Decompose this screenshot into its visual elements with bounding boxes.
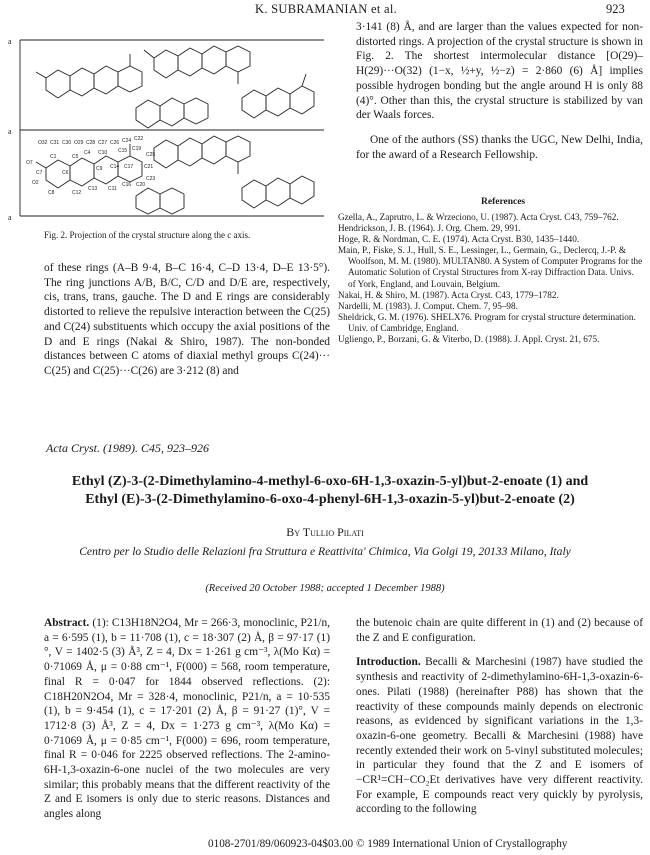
- atom-label: C10: [98, 150, 108, 156]
- atom-label: C30: [62, 140, 72, 146]
- molecule-lower-mid: [136, 188, 184, 214]
- molecule-upper-left: [36, 54, 142, 98]
- molecule-lower-center: [154, 136, 250, 174]
- author-affiliation: Centro per lo Studio delle Relazioni fra Struttura e Reattivita' Chimica, Via Golgi 19, 20133 Milano, Italy: [79, 545, 571, 558]
- introduction-text: Becalli & Marchesini (1987) have studied the synthesis and reactivity of 2-dimethylamino-6H-1,3-oxazin-6-ones. Pilati (1988) (hereinafter P88) has shown that the reactivity of these compounds mainly depends on electronic reasons, as evidenced by significant variations in the 1,3-oxazin-6-one geometry. Becalli & Marchesini (1988) have recently extended their work on 5-vinyl substituted molecules; in particular they found that the Z and E isomers of −CR¹=CH−CO₂Et derivatives have very different reactivity. For example, E compounds react very quickly by pyrolysis, according to the following: [356, 656, 643, 816]
- atom-label: C15: [118, 148, 128, 154]
- body-paragraph: of these rings (A–B 9·4, B–C 16·4, C–D 13·4, D–E 13·5°). The ring junctions A/B, B/C, C/D and D/E are, respectively, cis, trans, trans, gauche. The D and E rings are considerably distorted to relieve the repulsive interaction between the C(25) and C(24) substituents which occupy the axial positions of the D and E rings (Nakai & Shiro, 1987). The non-bonded distances between C atoms of diaxial methyl groups C(24)··· C(25) and C(25)···C(26) are 3·212 (8) and: [44, 262, 330, 377]
- atom-label: C4: [84, 150, 91, 156]
- reference-item: Nakai, H. & Shiro, M. (1987). Acta Cryst. C43, 1779–1782.: [338, 289, 559, 300]
- abstract-text: (1): C13H18N2O4, Mr = 266·3, monoclinic, P21/n, a = 6·595 (1), b = 11·708 (1), c = 18·307 (2) Å, β = 97·17 (1)°, V = 1402·5 (3) Å³, Z = 4, Dx = 1·261 g cm⁻³, λ(Mo Kα) = 0·71069 Å, μ = 0·88 cm⁻¹, F(000) = 568, room temperature, final R = 0·047 for 1844 observed reflections. (2): C18H20N2O4, Mr = 328·4, monoclinic, P21/n, a = 10·535 (1), b = 9·454 (1), c = 17·201 (2) Å, β = 91·27 (1)°, V = 1712·8 (3) Å³, Z = 4, Dx = 1·273 g cm⁻³, λ(Mo Kα) = 0·71069 Å, μ = 0·85 cm⁻¹, F(000) = 696, room temperature, final R = 0·046 for 2225 observed reflections. The 2-amino-6H-1,3-oxazin-6-one nuclei of the two molecules are very similar; this probably means that the different reactivity of the Z and E isomers is only due to steric reasons. Distances and angles along: [44, 617, 330, 821]
- article-title: [30, 473, 630, 508]
- atom-label: C7: [36, 170, 43, 176]
- atom-label: C14: [110, 164, 120, 170]
- atom-label: C31: [50, 140, 60, 146]
- atom-label: C8: [48, 190, 55, 196]
- crystal-structure-figure: [6, 18, 328, 226]
- atom-label: C17: [124, 164, 134, 170]
- reference-item: Sheldrick, G. M. (1976). SHELX76. Program for crystal structure determination. Univ. of Cambridge, England.: [338, 311, 636, 333]
- atom-label: O7: [26, 160, 33, 166]
- atom-label: O32: [38, 140, 48, 146]
- introduction-label: Introduction.: [356, 656, 421, 669]
- abstract-block: [44, 616, 330, 822]
- molecule-upper-right: [242, 74, 314, 118]
- reference-item: Hendrickson, J. B. (1964). J. Org. Chem. 29, 991.: [338, 223, 521, 234]
- atom-label: C24: [122, 138, 132, 144]
- article-title-line-2: Ethyl (E)-3-(2-Dimethylamino-6-oxo-4-phenyl-6H-1,3-oxazin-5-yl)but-2-enoate (2): [85, 491, 575, 507]
- acknowledgement: One of the authors (SS) thanks the UGC, New Delhi, India, for the award of a Research Fellowship.: [356, 133, 643, 161]
- atom-label: C1: [50, 154, 57, 160]
- atom-label: C20: [136, 182, 146, 188]
- page-number: 923: [606, 2, 625, 16]
- atom-label: C25: [146, 152, 156, 158]
- axis-label-top: a: [8, 37, 12, 46]
- article-author: By Tullio Pilati: [286, 525, 364, 539]
- atom-label: C16: [122, 182, 132, 188]
- reference-item: Nardelli, M. (1983). J. Comput. Chem. 7, 95–98.: [338, 300, 518, 311]
- molecule-upper-mid: [136, 98, 208, 128]
- atom-label: C28: [86, 140, 96, 146]
- axis-label-middle: a: [8, 127, 12, 136]
- footer-code: 0108-2701/89/060923-04$03.00: [208, 838, 354, 850]
- atom-label: C19: [132, 146, 142, 152]
- right-column-lower: [356, 616, 643, 817]
- abstract-continuation: the butenoic chain are quite different in (1) and (2) because of the Z and E configuration.: [356, 617, 643, 644]
- atom-label: C21: [144, 164, 154, 170]
- journal-citation: Acta Cryst. (1989). C45, 923–926: [46, 441, 209, 455]
- atom-label: C13: [88, 186, 98, 192]
- atom-label: C22: [134, 136, 144, 142]
- figure-caption: Fig. 2. Projection of the crystal structure along the c axis.: [44, 230, 251, 240]
- reference-item: Hoge, R. & Nordman, C. E. (1974). Acta Cryst. B30, 1435–1440.: [338, 234, 580, 245]
- atom-label: O2: [32, 180, 39, 186]
- atom-label: C11: [108, 186, 117, 192]
- atom-label: C27: [98, 140, 108, 146]
- abstract-label: Abstract.: [44, 617, 90, 629]
- axis-label-bottom: a: [8, 213, 12, 222]
- reference-list: [338, 212, 643, 345]
- molecule-upper-center: [144, 46, 250, 84]
- article-title-line-1: Ethyl (Z)-3-(2-Dimethylamino-4-methyl-6-oxo-6H-1,3-oxazin-5-yl)but-2-enoate (1) and: [71, 474, 589, 489]
- atom-label: C23: [146, 176, 156, 182]
- atom-label: C9: [96, 166, 103, 172]
- molecule-lower-right: [242, 176, 314, 208]
- body-paragraph: 3·141 (8) Å, and are larger than the values expected for non-distorted rings. A projection of the crystal structure is shown in Fig. 2. The shortest intermolecular distance [O(29)–H(29)···O(32) (1−x, ½+y, ½−z) = 2·860 (6) Å] implies possible hydrogen bonding but the angle around H is only 88 (4)°. Other than this, the crystal structure is stabilized by van der Waals forces.: [356, 21, 643, 122]
- reference-item: Gzella, A., Zaprutro, L. & Wrzeciono, U. (1987). Acta Cryst. C43, 759–762.: [338, 212, 619, 222]
- references-heading: References: [481, 197, 526, 207]
- received-dates: (Received 20 October 1988; accepted 1 December 1988): [205, 583, 445, 594]
- atom-label: C6: [62, 170, 69, 176]
- footer-copyright: © 1989 International Union of Crystallography: [356, 838, 568, 850]
- crystal-packing-diagram: [6, 18, 328, 226]
- atom-label: O29: [74, 140, 84, 146]
- atom-label: C5: [72, 154, 79, 160]
- left-column-body: [44, 261, 330, 379]
- reference-item: Ugliengo, P., Borzani, G. & Viterbo, D. (1988). J. Appl. Cryst. 21, 675.: [338, 334, 600, 345]
- right-column-body: [356, 20, 643, 162]
- running-header-author: K. SUBRAMANIAN et al.: [255, 2, 398, 16]
- atom-label: C26: [110, 140, 120, 146]
- reference-item: Main, P., Fiske, S. J., Hull, S. E., Lessinger, L., Germain, G., Declercq, J.-P. & Woolfson, M. M. (1980). MULTAN80. A System of Computer Programs for the Automatic Solution of Crystal Structures from X-ray Diffraction Data. Univs. of York, England, and Louvain, Belgium.: [338, 245, 643, 289]
- atom-label: C12: [72, 190, 82, 196]
